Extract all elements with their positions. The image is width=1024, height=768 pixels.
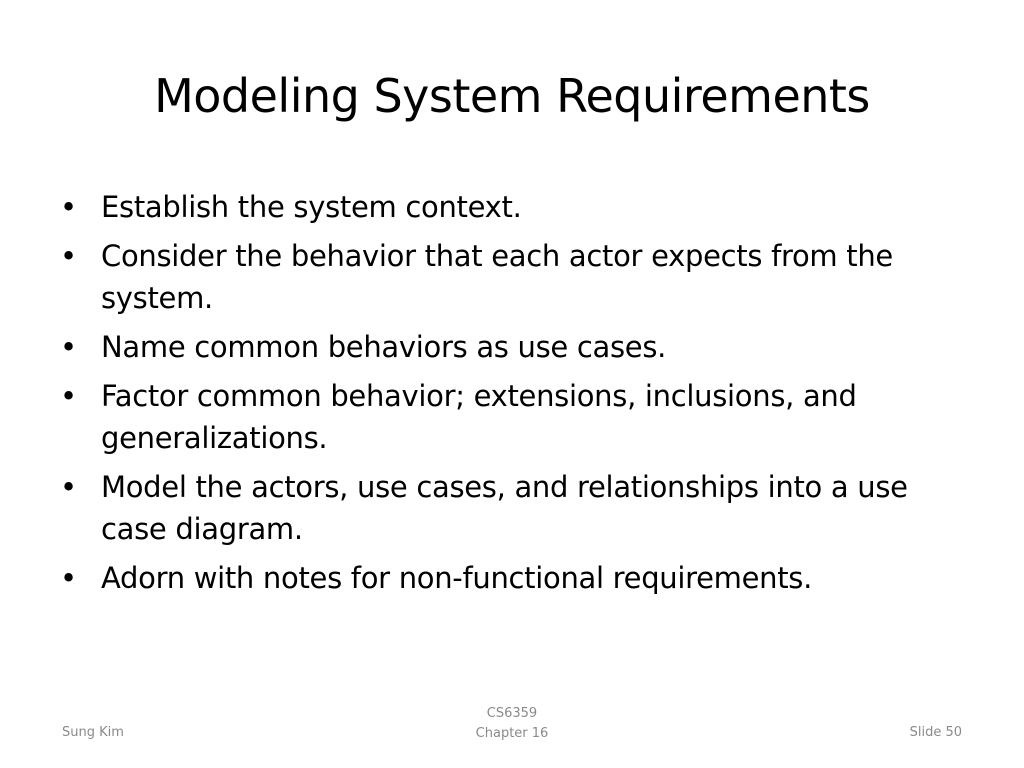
bullet-icon: •: [60, 379, 77, 413]
bullet-icon: •: [60, 330, 77, 364]
bullet-icon: •: [60, 561, 77, 595]
bullet-icon: •: [60, 239, 77, 273]
footer-slide-number: Slide 50: [909, 725, 962, 740]
footer-course: CS6359: [486, 706, 538, 721]
bullet-item: [60, 235, 980, 319]
bullet-item: [60, 466, 980, 550]
bullet-text: Name common behaviors as use cases.: [101, 330, 667, 364]
footer-course-info: [412, 704, 612, 748]
bullet-item: [60, 557, 980, 599]
footer-author: Sung Kim: [62, 725, 124, 740]
bullet-icon: •: [60, 470, 77, 504]
bullet-text: Establish the system context.: [101, 190, 522, 224]
bullet-item: [60, 326, 980, 368]
bullet-list: [60, 186, 980, 606]
bullet-text: Model the actors, use cases, and relationships into a use case diagram.: [101, 470, 908, 546]
bullet-item: [60, 375, 980, 459]
bullet-text: Adorn with notes for non-functional requirements.: [101, 561, 813, 595]
bullet-text: Consider the behavior that each actor expects from the system.: [101, 239, 893, 315]
bullet-icon: •: [60, 190, 77, 224]
footer-chapter: Chapter 16: [475, 726, 549, 741]
bullet-item: [60, 186, 980, 228]
bullet-text: Factor common behavior; extensions, inclusions, and generalizations.: [101, 379, 857, 455]
slide-title: Modeling System Requirements: [154, 69, 870, 123]
